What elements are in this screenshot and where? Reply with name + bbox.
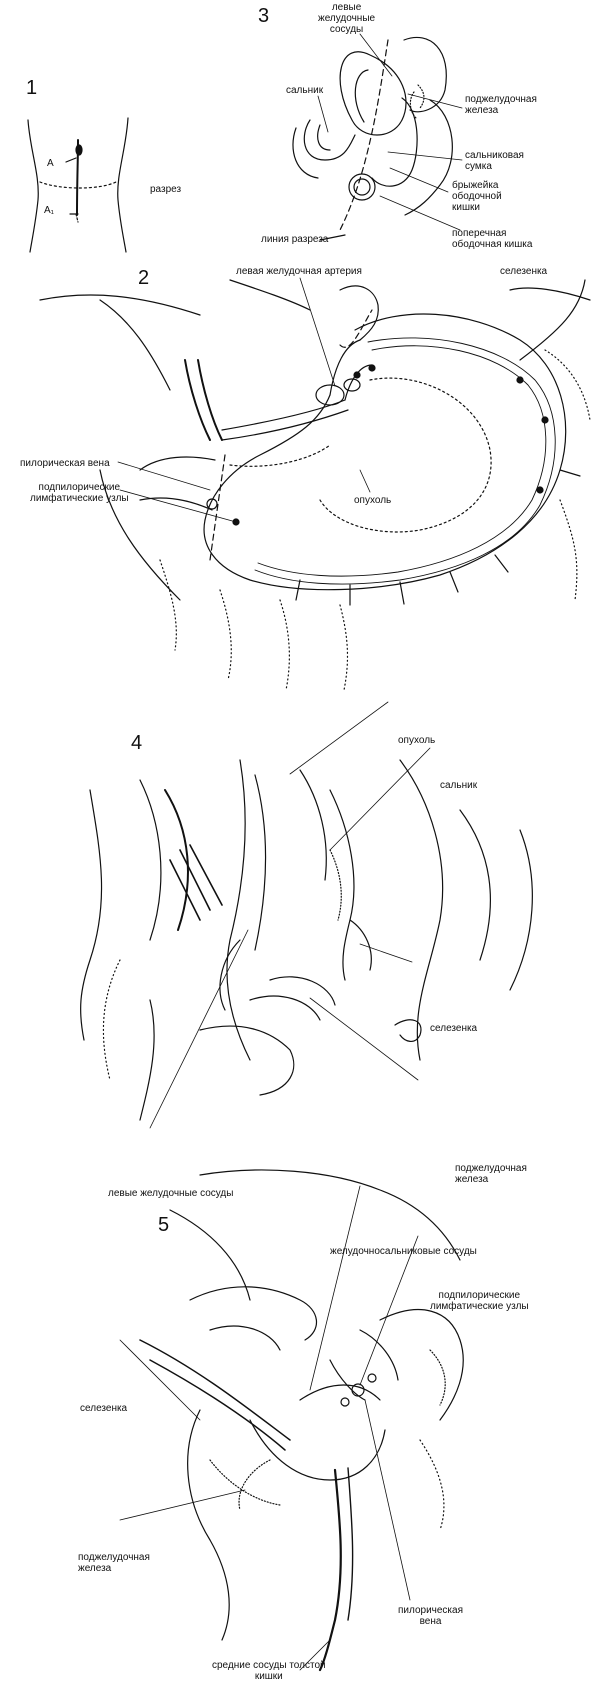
- label-pancreas-p3: поджелудочная железа: [465, 94, 537, 116]
- incision-mark-a: A: [47, 158, 54, 169]
- panel-number-1: 1: [26, 77, 38, 99]
- label-pancreas-p4: поджелудочная железа: [455, 1163, 527, 1185]
- label-mesocolon: брыжейка ободочной кишки: [452, 180, 502, 213]
- panel-3-section-drawing: [293, 37, 452, 240]
- label-cut-line: линия разреза: [261, 234, 329, 245]
- panel-1-torso-drawing: [28, 118, 128, 252]
- label-left-gastric-vessels-p4: левые желудочные сосуды: [108, 1188, 234, 1199]
- label-subpyloric-nodes-p2: подпилорические лимфатические узлы: [30, 482, 129, 504]
- label-incision: разрез: [150, 184, 182, 195]
- label-tumor-p4: опухоль: [398, 735, 436, 746]
- panel-4-exposure-drawing: [81, 760, 533, 1120]
- panel-5-leaders: [120, 1186, 418, 1670]
- panel-2-leaders: [118, 278, 370, 522]
- label-left-gastric-vessels-p3: левые желудочные сосуды: [318, 2, 376, 35]
- panel-4-leaders: [150, 702, 430, 1128]
- incision-mark-a1: A₁: [44, 205, 55, 216]
- panel-number-5: 5: [158, 1214, 170, 1236]
- label-spleen-p5: селезенка: [80, 1403, 128, 1414]
- label-transverse-colon: поперечная ободочная кишка: [452, 228, 533, 250]
- label-spleen-p2: селезенка: [500, 266, 548, 277]
- label-pancreas-p5: поджелудочная железа: [78, 1552, 150, 1574]
- label-omental-bursa: сальниковая сумка: [465, 150, 524, 172]
- label-middle-colic-vessels: средние сосуды толстой кишки: [212, 1660, 326, 1682]
- label-subpyloric-nodes-p5: подпилорические лимфатические узлы: [430, 1290, 529, 1312]
- label-gastroepiploic-vessels: желудочносальниковые сосуды: [330, 1246, 477, 1257]
- label-pyloric-vein-p2: пилорическая вена: [20, 458, 110, 469]
- panel-number-4: 4: [131, 732, 143, 754]
- label-pyloric-vein-p5: пилорическая вена: [398, 1605, 463, 1627]
- label-tumor-p2: опухоль: [354, 495, 392, 506]
- label-omentum-p3: сальник: [286, 85, 324, 96]
- panel-number-3: 3: [258, 5, 270, 27]
- label-omentum-p4: сальник: [440, 780, 478, 791]
- label-left-gastric-artery: левая желудочная артерия: [236, 266, 362, 277]
- panel-number-2: 2: [138, 267, 150, 289]
- label-spleen-p4: селезенка: [430, 1023, 478, 1034]
